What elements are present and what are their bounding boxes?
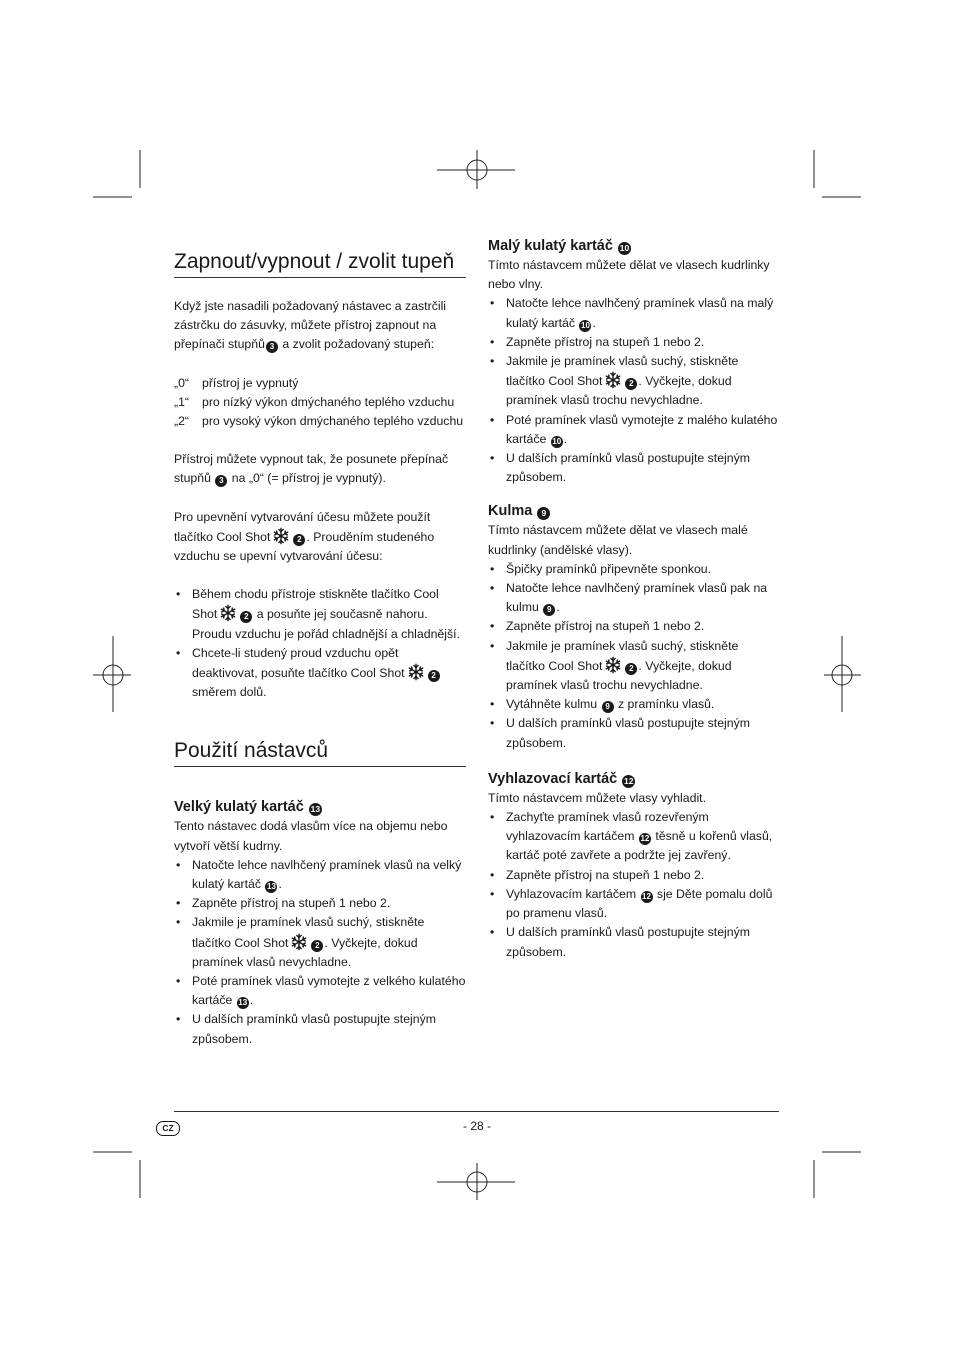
- ref-badge: 2: [311, 940, 323, 952]
- ref-badge: 10: [552, 436, 562, 446]
- list-item: • Zapněte přístroj na stupeň 1 nebo 2.: [488, 333, 780, 352]
- mode-row: „1“ pro nízký výkon dmýchaného teplého vzduchu: [174, 394, 455, 409]
- small-brush-steps: [488, 294, 780, 487]
- section-title-attachments: Použití nástavců: [174, 741, 466, 767]
- list-item: • Jakmile je pramínek vlasů suchý, stiskněte tlačítko Cool Shot 2 . Vyčkejte, dokud pramínek vlasů trochu nevychladne.: [488, 637, 780, 696]
- snowflake-icon: [290, 933, 308, 951]
- left-column: [174, 252, 466, 1049]
- list-item: • Zapněte přístroj na stupeň 1 nebo 2.: [488, 617, 780, 636]
- paragraph-cool-shot: Pro upevnění vytvarování účesu můžete použít tlačítko Cool Shot 2 . Prouděním studeného vzduchu se upevní vytvarování účesu:: [174, 509, 435, 564]
- snowflake-icon: [604, 371, 622, 389]
- ref-badge: 9: [543, 604, 555, 616]
- paragraph-big-brush: Tento nástavec dodá vlasům více na objemu nebo vytvoří větší kudrny.: [174, 819, 448, 853]
- right-column: [488, 236, 780, 962]
- list-item: • Zachyťte pramínek vlasů rozevřeným vyhlazovacím kartáčem 12 těsně u kořenů vlasů, kartáč poté zavřete a podržte jej zavřený.: [488, 808, 780, 866]
- ref-badge: 13: [310, 804, 321, 815]
- ref-badge: 2: [240, 611, 252, 623]
- list-item: • Natočte lehce navlhčený pramínek vlasů na malý kulatý kartáč 10 .: [488, 294, 780, 332]
- mode-row: „0“ přístroj je vypnutý: [174, 375, 299, 390]
- list-item: • Během chodu přístroje stiskněte tlačítko Cool Shot 2 a posuňte jej současně nahoru. Proudu vzduchu je pořád chladnější a chladnější.: [174, 585, 466, 644]
- ref-badge: 3: [215, 475, 227, 487]
- snowflake-icon: [272, 527, 290, 545]
- list-item: • Vytáhněte kulmu 9 z pramínku vlasů.: [488, 695, 780, 714]
- ref-badge: 12: [624, 775, 634, 786]
- list-item: • Natočte lehce navlhčený pramínek vlasů pak na kulmu 9 .: [488, 579, 780, 617]
- list-item: • U dalších pramínků vlasů postupujte stejným způsobem.: [174, 1010, 466, 1048]
- list-item: • U dalších pramínků vlasů postupujte stejným způsobem.: [488, 714, 780, 752]
- subheading-big-brush: Velký kulatý kartáč 13: [174, 799, 321, 816]
- paragraph-switch-off: Přístroj můžete vypnout tak, že posunete přepínač stupňů 3 na „0“ (= přístroj je vypnutý).: [174, 452, 449, 486]
- ref-badge: 2: [293, 534, 305, 546]
- language-badge: CZ: [156, 1121, 180, 1136]
- snowflake-icon: [407, 663, 425, 681]
- list-item: • Jakmile je pramínek vlasů suchý, stiskněte tlačítko Cool Shot 2 . Vyčkejte, dokud pramínek vlasů trochu nevychladne.: [488, 352, 780, 411]
- paragraph-smoothing-brush: Tímto nástavcem můžete vlasy vyhladit.: [488, 790, 707, 805]
- ref-badge: 2: [625, 663, 637, 675]
- ref-badge: 12: [640, 834, 650, 844]
- ref-badge: 12: [642, 891, 651, 901]
- list-item: • U dalších pramínků vlasů postupujte stejným způsobem.: [488, 923, 780, 961]
- list-item: • Chcete-li studený proud vzduchu opět deaktivovat, posuňte tlačítko Cool Shot 2 směrem dolů.: [174, 644, 466, 703]
- list-item: • U dalších pramínků vlasů postupujte stejným způsobem.: [488, 449, 780, 487]
- ref-badge: 10: [619, 243, 630, 253]
- paragraph-small-brush: Tímto nástavcem můžete dělat ve vlasech kudrlinky nebo vlny.: [488, 258, 770, 292]
- paragraph-intro: Když jste nasadili požadovaný nástavec a zastrčili zástrčku do zásuvky, můžete přístroj zapnout na přepínači stupňů 3 a zvolit požadovaný stupeň:: [174, 299, 447, 352]
- subheading-curler: Kulma 9: [488, 501, 780, 521]
- smoothing-brush-steps: [488, 808, 780, 962]
- ref-badge: 13: [238, 998, 248, 1008]
- list-item: • Zapněte přístroj na stupeň 1 nebo 2.: [488, 866, 780, 885]
- mode-list: [174, 374, 466, 432]
- ref-badge: 9: [602, 701, 614, 713]
- list-item: • Jakmile je pramínek vlasů suchý, stiskněte tlačítko Cool Shot 2 . Vyčkejte, dokud pramínek vlasů nevychladne.: [174, 913, 466, 972]
- ref-badge: 3: [266, 341, 278, 353]
- snowflake-icon: [604, 656, 622, 674]
- footer-divider: [174, 1111, 779, 1112]
- paragraph-curler: Tímto nástavcem můžete dělat ve vlasech malé kudrlinky (andělské vlasy).: [488, 523, 748, 557]
- curler-steps: [488, 560, 780, 753]
- subheading-smoothing-brush: Vyhlazovací kartáč 12: [488, 770, 634, 787]
- snowflake-icon: [219, 604, 237, 622]
- big-brush-steps: [174, 856, 466, 1049]
- cool-shot-steps: [174, 585, 466, 702]
- ref-badge: 2: [625, 378, 637, 390]
- subheading-small-brush: Malý kulatý kartáč 10: [488, 238, 630, 254]
- list-item: • Špičky pramínků připevněte sponkou.: [488, 560, 780, 579]
- list-item: • Natočte lehce navlhčený pramínek vlasů na velký kulatý kartáč 13 .: [174, 856, 466, 894]
- ref-badge: 9: [537, 507, 550, 520]
- list-item: • Poté pramínek vlasů vymotejte z malého kulatého kartáče 10 .: [488, 411, 780, 449]
- ref-badge: 13: [267, 882, 276, 892]
- page-number: - 28 -: [462, 1119, 491, 1133]
- section-title-switching: Zapnout/vypnout / zvolit tupeň: [174, 252, 466, 278]
- mode-row: „2“ pro vysoký výkon dmýchaného teplého vzduchu: [174, 414, 464, 429]
- list-item: • Poté pramínek vlasů vymotejte z velkého kulatého kartáče 13 .: [174, 972, 466, 1010]
- ref-badge: 10: [581, 320, 590, 330]
- list-item: • Zapněte přístroj na stupeň 1 nebo 2.: [174, 894, 466, 913]
- ref-badge: 2: [428, 670, 440, 682]
- list-item: • Vyhlazovacím kartáčem 12 sje Děte pomalu dolů po pramenu vlasů.: [488, 885, 780, 923]
